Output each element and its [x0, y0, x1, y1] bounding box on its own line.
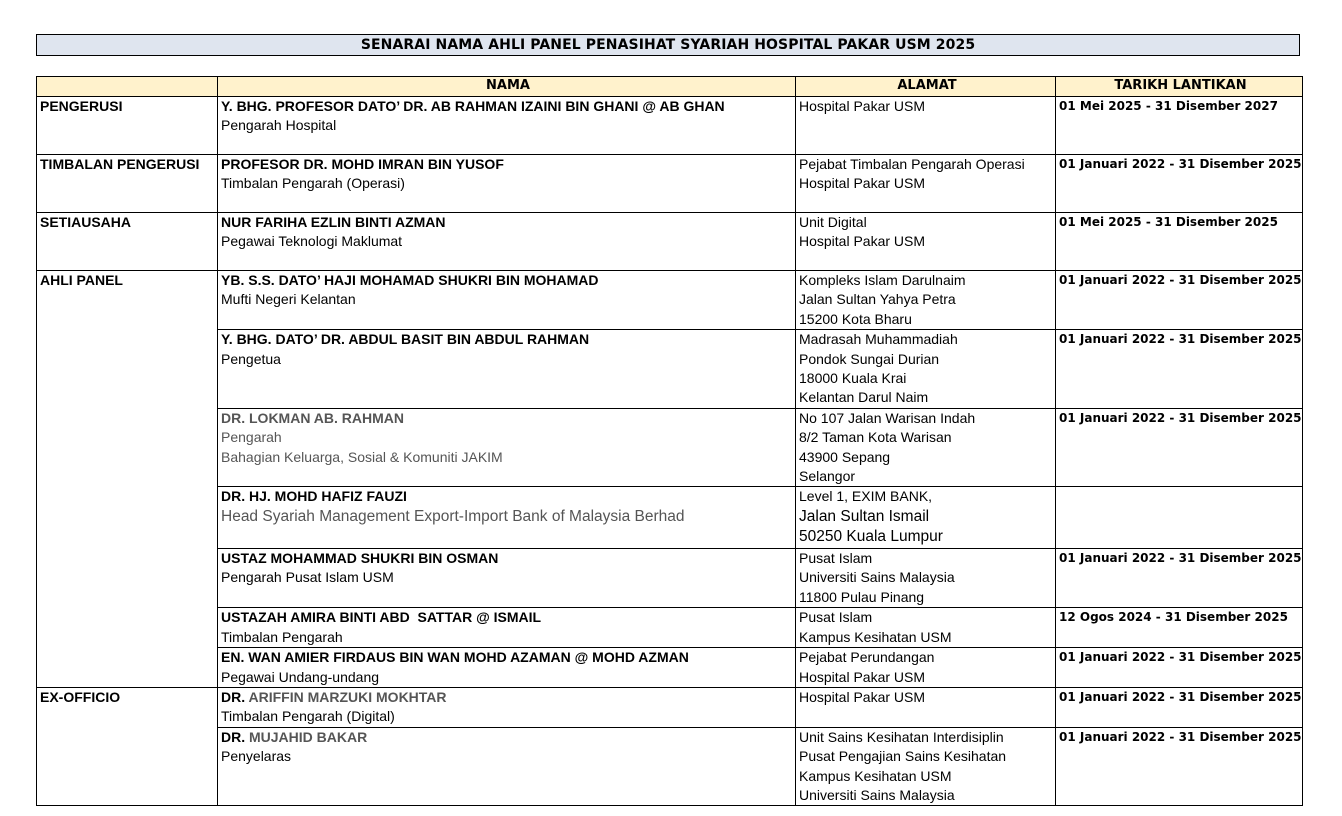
category-cell	[37, 648, 218, 688]
name-text: MUJAHID BAKAR	[249, 728, 368, 745]
category-label: SETIAUSAHA	[40, 214, 132, 230]
date-cell	[1056, 687, 1303, 727]
address-cell	[796, 330, 1056, 409]
category-cell	[37, 330, 218, 409]
category-label: PENGERUSI	[40, 98, 123, 114]
category-cell	[37, 408, 218, 487]
category-cell	[37, 727, 218, 806]
name-prefix: DR.	[221, 688, 249, 705]
appointment-date: 01 Januari 2022 - 31 Disember 2025	[1059, 551, 1302, 566]
appointment-date: 01 Mei 2025 - 31 Disember 2027	[1059, 99, 1278, 113]
address-line: Universiti Sains Malaysia	[799, 786, 955, 803]
address-line: 43900 Sepang	[799, 448, 891, 465]
table-row	[37, 271, 1303, 330]
address-line: Universiti Sains Malaysia	[799, 569, 955, 586]
name-cell	[218, 155, 796, 213]
address-cell	[796, 408, 1056, 487]
address-line: Pusat Pengajian Sains Kesihatan	[799, 748, 1007, 765]
address-line: 8/2 Taman Kota Warisan	[799, 429, 952, 446]
member-position: Bahagian Keluarga, Sosial & Komuniti JAKIM	[221, 448, 503, 465]
document-title: SENARAI NAMA AHLI PANEL PENASIHAT SYARIAH HOSPITAL PAKAR USM 2025	[360, 37, 976, 53]
table-row	[37, 330, 1303, 409]
address-cell	[796, 727, 1056, 806]
category-label: AHLI PANEL	[40, 272, 123, 288]
address-cell	[796, 687, 1056, 727]
address-cell	[796, 487, 1056, 549]
member-name	[221, 728, 795, 747]
member-name: DR. LOKMAN AB. RAHMAN	[221, 409, 405, 426]
panel-table	[36, 76, 1303, 806]
appointment-date: 12 Ogos 2024 - 31 Disember 2025	[1059, 610, 1288, 625]
member-position: Pegawai Teknologi Maklumat	[221, 233, 403, 250]
member-position: Pengarah Hospital	[221, 117, 337, 134]
address-line: Hospital Pakar USM	[799, 688, 926, 705]
date-cell	[1056, 155, 1303, 213]
appointment-date: 01 Januari 2022 - 31 Disember 2025	[1059, 273, 1302, 287]
name-cell	[218, 549, 796, 608]
name-cell	[218, 608, 796, 648]
member-name: NUR FARIHA EZLIN BINTI AZMAN	[221, 214, 446, 230]
address-line: Hospital Pakar USM	[799, 233, 926, 250]
name-prefix: DR.	[221, 728, 249, 745]
name-cell	[218, 727, 796, 806]
member-position: Penyelaras	[221, 748, 292, 765]
category-cell	[37, 549, 218, 608]
name-cell	[218, 271, 796, 330]
name-text: ARIFFIN MARZUKI MOKHTAR	[248, 688, 447, 705]
member-position: Timbalan Pengarah (Operasi)	[221, 175, 405, 192]
name-cell	[218, 97, 796, 155]
member-position: Pengarah	[221, 429, 282, 446]
address-line: 18000 Kuala Krai	[799, 370, 907, 387]
category-cell	[37, 155, 218, 213]
address-cell	[796, 549, 1056, 608]
address-line: 15200 Kota Bharu	[799, 310, 912, 327]
address-line: Pusat Islam	[799, 550, 873, 567]
member-name	[221, 688, 795, 707]
member-position: Head Syariah Management Export-Import Bank of Malaysia Berhad	[221, 507, 685, 525]
address-cell	[796, 97, 1056, 155]
header-nama: NAMA	[218, 77, 796, 97]
table-row	[37, 687, 1303, 727]
table-row	[37, 213, 1303, 271]
date-cell	[1056, 213, 1303, 271]
category-label: TIMBALAN PENGERUSI	[40, 156, 200, 172]
date-cell	[1056, 330, 1303, 409]
address-line: Unit Digital	[799, 214, 867, 230]
address-line: Kampus Kesihatan USM	[799, 628, 952, 645]
member-name: Y. BHG. DATO’ DR. ABDUL BASIT BIN ABDUL RAHMAN	[221, 331, 590, 348]
address-line: Pejabat Timbalan Pengarah Operasi	[799, 156, 1025, 172]
address-line: Madrasah Muhammadiah	[799, 331, 958, 348]
appointment-date: 01 Januari 2022 - 31 Disember 2025	[1059, 729, 1302, 744]
table-row	[37, 549, 1303, 608]
address-line: Jalan Sultan Yahya Petra	[799, 291, 956, 308]
address-line: Hospital Pakar USM	[799, 175, 926, 192]
appointment-date: 01 Januari 2022 - 31 Disember 2025	[1059, 689, 1302, 704]
member-name: USTAZAH AMIRA BINTI ABD SATTAR @ ISMAIL	[221, 609, 542, 626]
address-cell	[796, 213, 1056, 271]
table-header-row	[37, 77, 1303, 97]
address-line: Jalan Sultan Ismail	[799, 507, 930, 525]
name-cell	[218, 687, 796, 727]
member-name: USTAZ MOHAMMAD SHUKRI BIN OSMAN	[221, 550, 499, 567]
member-name: YB. S.S. DATO’ HAJI MOHAMAD SHUKRI BIN MOHAMAD	[221, 272, 599, 288]
name-cell	[218, 408, 796, 487]
member-position: Pengarah Pusat Islam USM	[221, 569, 394, 586]
category-cell	[37, 97, 218, 155]
date-cell	[1056, 648, 1303, 688]
date-cell	[1056, 549, 1303, 608]
member-position: Pegawai Undang-undang	[221, 668, 380, 685]
address-line: Unit Sains Kesihatan Interdisiplin	[799, 728, 1004, 745]
address-line: Level 1, EXIM BANK,	[799, 488, 933, 505]
table-row	[37, 648, 1303, 688]
header-category	[37, 77, 218, 97]
category-cell	[37, 687, 218, 727]
member-name: DR. HJ. MOHD HAFIZ FAUZI	[221, 488, 407, 505]
address-cell	[796, 155, 1056, 213]
name-cell	[218, 648, 796, 688]
member-position: Timbalan Pengarah	[221, 628, 343, 645]
category-cell	[37, 271, 218, 330]
appointment-date: 01 Januari 2022 - 31 Disember 2025	[1059, 410, 1302, 425]
name-cell	[218, 213, 796, 271]
table-row	[37, 608, 1303, 648]
table-row	[37, 487, 1303, 549]
address-line: Hospital Pakar USM	[799, 668, 926, 685]
date-cell	[1056, 608, 1303, 648]
address-line: Kelantan Darul Naim	[799, 389, 929, 406]
table-row	[37, 97, 1303, 155]
member-position: Mufti Negeri Kelantan	[221, 291, 356, 308]
member-position: Timbalan Pengarah (Digital)	[221, 708, 395, 725]
address-line: Pusat Islam	[799, 609, 873, 626]
address-line: Pejabat Perundangan	[799, 649, 935, 666]
member-name: Y. BHG. PROFESOR DATO’ DR. AB RAHMAN IZAINI BIN GHANI @ AB GHAN	[221, 98, 725, 114]
date-cell	[1056, 487, 1303, 549]
address-line: Hospital Pakar USM	[799, 98, 926, 114]
appointment-date: 01 Januari 2022 - 31 Disember 2025	[1059, 650, 1302, 665]
date-cell	[1056, 408, 1303, 487]
table-row	[37, 727, 1303, 806]
name-cell	[218, 330, 796, 409]
address-cell	[796, 648, 1056, 688]
category-label: EX-OFFICIO	[40, 688, 121, 705]
member-name: PROFESOR DR. MOHD IMRAN BIN YUSOF	[221, 156, 504, 172]
name-cell	[218, 487, 796, 549]
address-line: Kompleks Islam Darulnaim	[799, 272, 966, 288]
address-line: No 107 Jalan Warisan Indah	[799, 409, 976, 426]
date-cell	[1056, 271, 1303, 330]
member-name: EN. WAN AMIER FIRDAUS BIN WAN MOHD AZAMAN @ MOHD AZMAN	[221, 649, 689, 666]
appointment-date: 01 Januari 2022 - 31 Disember 2025	[1059, 332, 1302, 347]
category-cell	[37, 213, 218, 271]
category-cell	[37, 608, 218, 648]
table-row	[37, 408, 1303, 487]
table-row	[37, 155, 1303, 213]
header-tarikh-lantikan: TARIKH LANTIKAN	[1056, 77, 1303, 97]
document-title-box	[36, 34, 1300, 56]
address-line: 50250 Kuala Lumpur	[799, 528, 943, 546]
address-cell	[796, 608, 1056, 648]
category-cell	[37, 487, 218, 549]
date-cell	[1056, 727, 1303, 806]
address-line: 11800 Pulau Pinang	[799, 588, 925, 605]
appointment-date: 01 Januari 2022 - 31 Disember 2025	[1059, 157, 1302, 171]
address-line: Selangor	[799, 468, 856, 485]
address-cell	[796, 271, 1056, 330]
header-alamat: ALAMAT	[796, 77, 1056, 97]
address-line: Kampus Kesihatan USM	[799, 767, 952, 784]
member-position: Pengetua	[221, 350, 281, 367]
date-cell	[1056, 97, 1303, 155]
appointment-date: 01 Mei 2025 - 31 Disember 2025	[1059, 215, 1278, 229]
address-line: Pondok Sungai Durian	[799, 350, 940, 367]
